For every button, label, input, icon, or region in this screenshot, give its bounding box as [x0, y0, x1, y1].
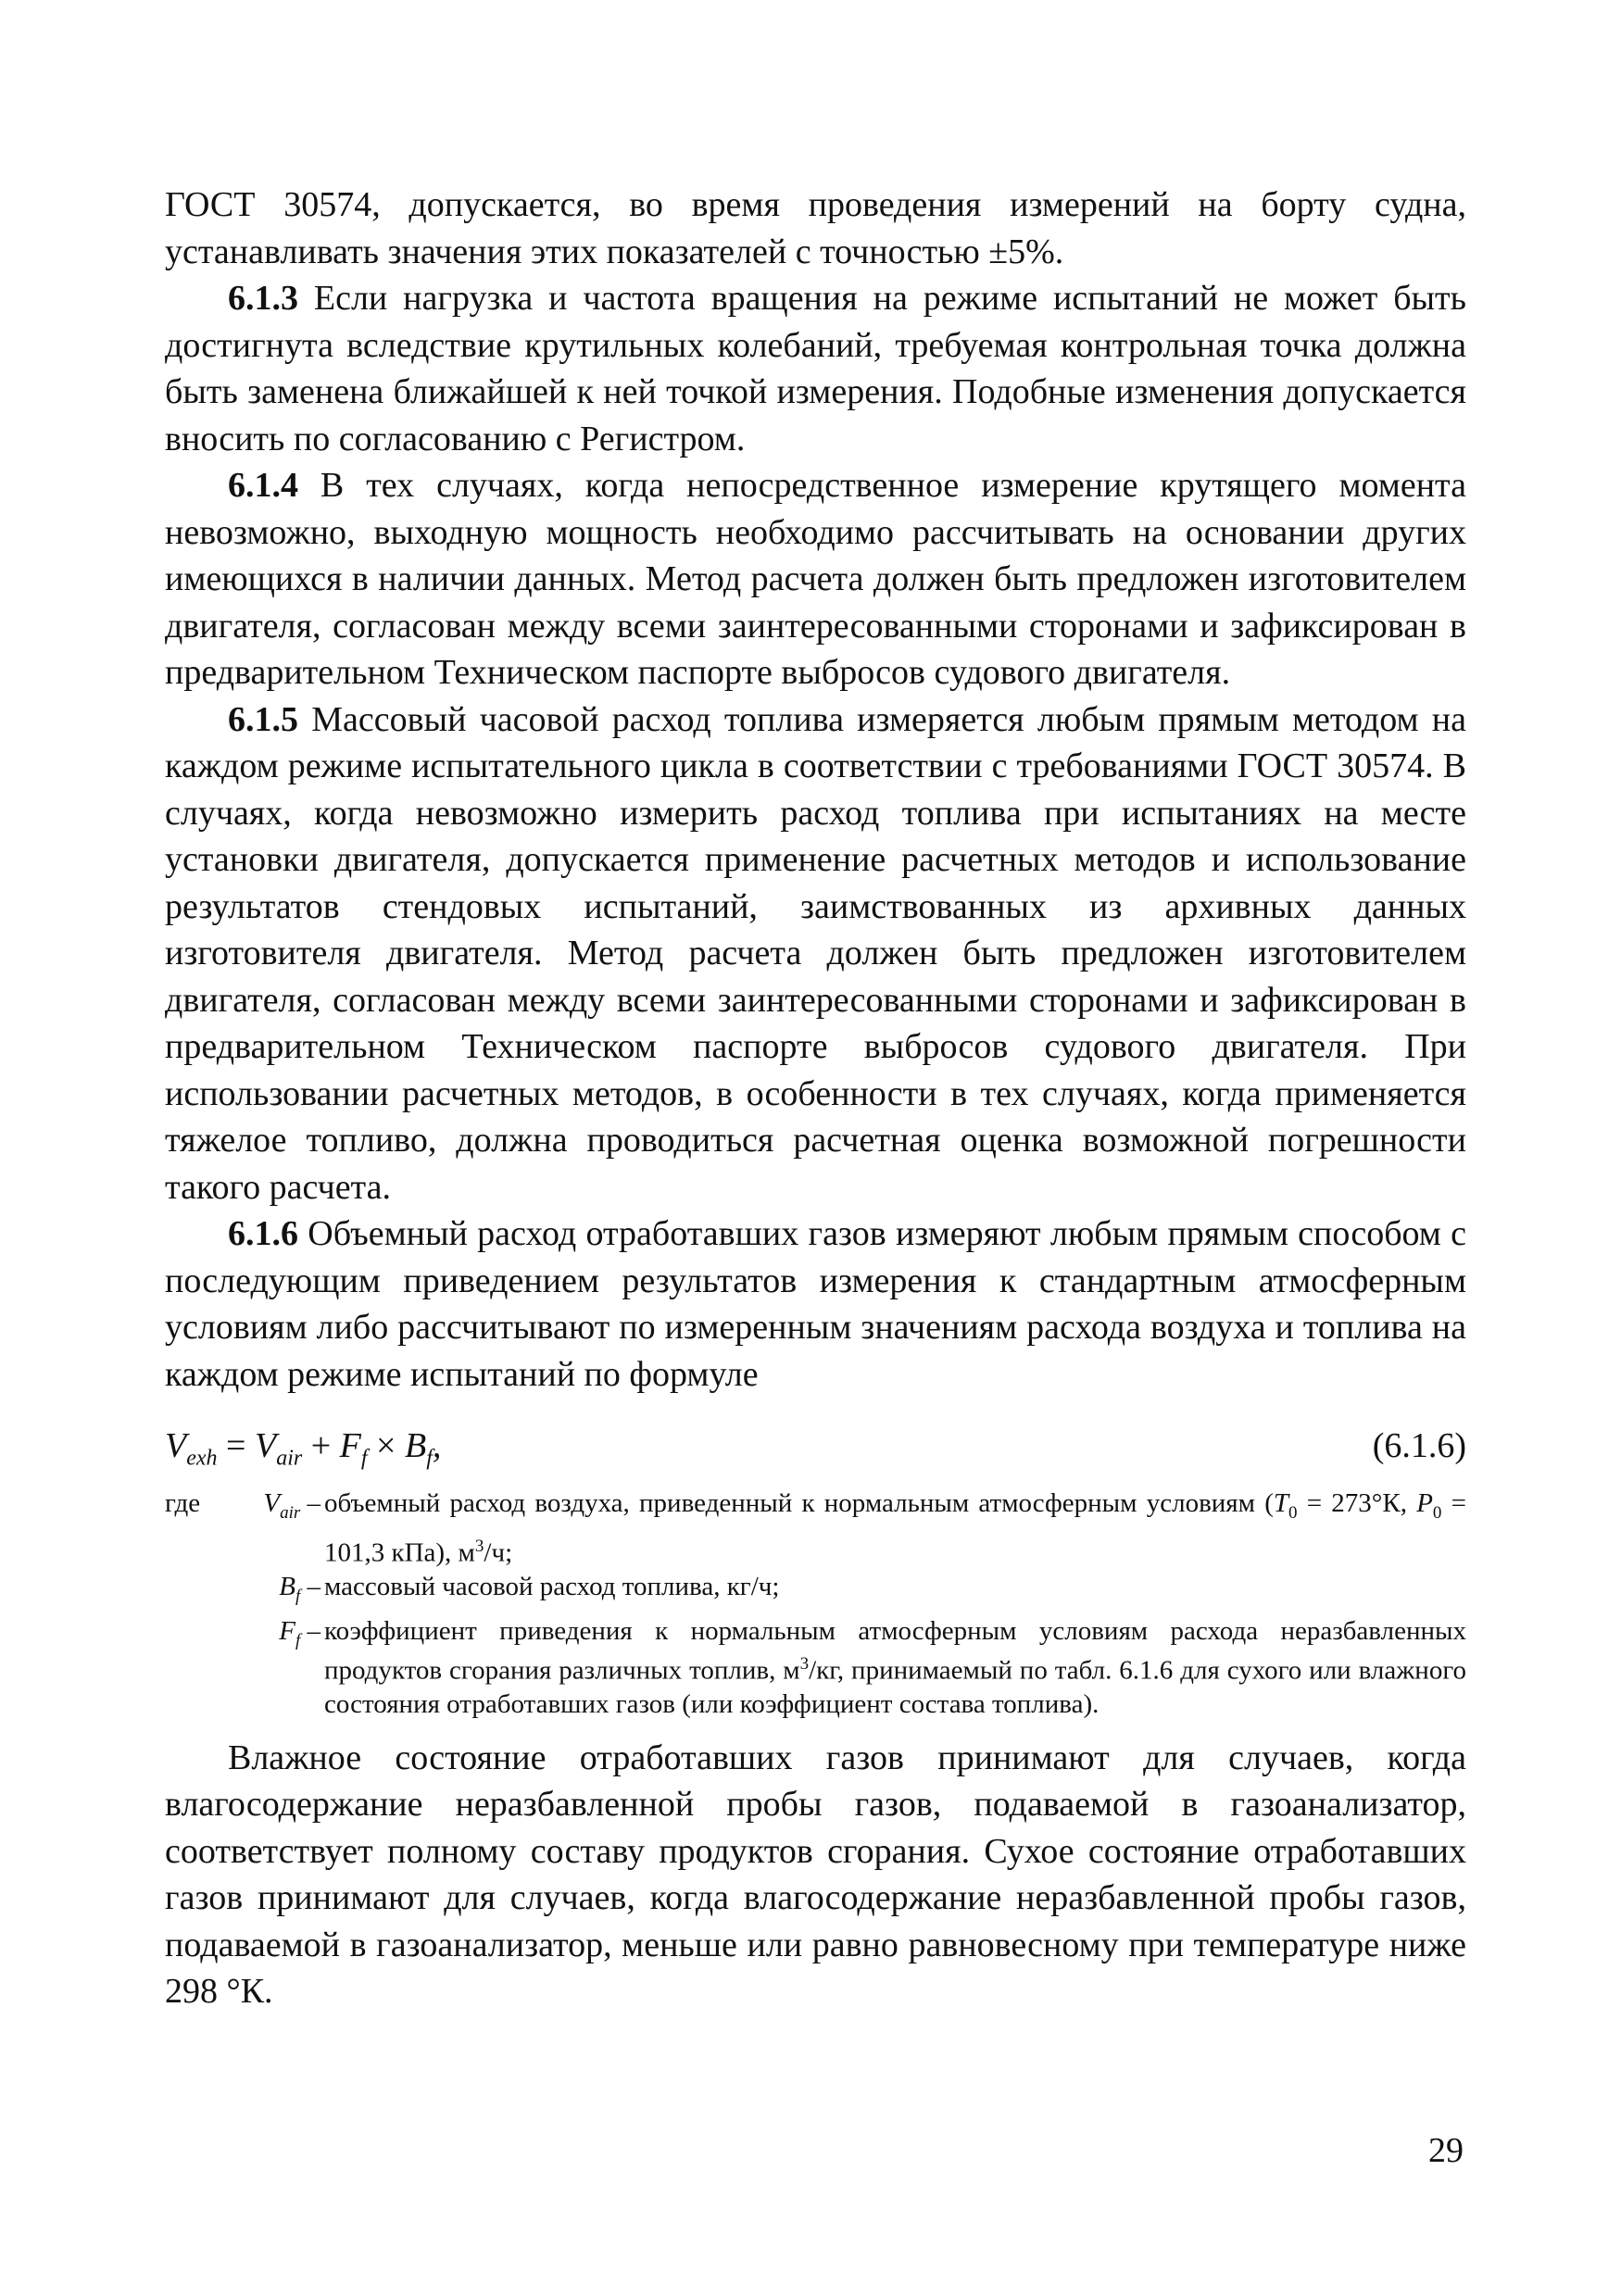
formula-6-1-6 [165, 1420, 1466, 1475]
definition-symbol: $F_f$ – [279, 1615, 320, 1650]
document-page [165, 182, 1466, 2015]
paragraph-6-1-4 [165, 462, 1466, 696]
clause-text: Если нагрузка и частота вращения на режиме испытаний не может быть достигнута вследствие крутильных колебаний, требуемая контрольная точка должна быть заменена ближайшей к ней точкой измерения. Подобные изменения допускается вносить по согласованию с Регистром. [165, 279, 1466, 458]
clause-text: Массовый часовой расход топлива измеряется любым прямым методом на каждом режиме испытательного цикла в соответствии с требованиями ГОСТ 30574. В случаях, когда невозможно измерить расход топлива при испытаниях на месте установки двигателя, допускается применение расчетных методов и использование результатов стендовых испытаний, заимствованных из архивных данных изготовителя двигателя. Метод расчета должен быть предложен изготовителем двигателя, согласован между всеми заинтересованными сторонами и зафиксирован в предварительном Техническом паспорте выбросов судового двигателя. При использовании расчетных методов, в особенности в тех случаях, когда применяется тяжелое топливо, должна проводиться расчетная оценка возможной погрешности такого расчета. [165, 699, 1466, 1207]
clause-number: 6.1.6 [228, 1214, 298, 1253]
definition-text: массовый часовой расход топлива, кг/ч; [324, 1572, 780, 1602]
page-number: 29 [1428, 2131, 1464, 2170]
variable-definitions [165, 1487, 1466, 1722]
formula-expression: $V_{exh} = V_{air} + F_f \times B_f$, [165, 1426, 442, 1471]
clause-text: В тех случаях, когда непосредственное измерение крутящего момента невозможно, выходную мощность необходимо рассчитывать на основании других имеющихся в наличии данных. Метод расчета должен быть предложен изготовителем двигателя, согласован между всеми заинтересованными сторонами и зафиксирован в предварительном Техническом паспорте выбросов судового двигателя. [165, 466, 1466, 692]
definition-bf [165, 1570, 1466, 1613]
where-label: где [165, 1488, 201, 1518]
paragraph-6-1-6 [165, 1211, 1466, 1398]
definition-symbol: $V_{air}$ – [263, 1488, 320, 1523]
paragraph-intro: ГОСТ 30574, допускается, во время проведения измерений на борту судна, устанавливать значения этих показателей с точностью ±5%. [165, 185, 1466, 271]
paragraph-6-1-3 [165, 275, 1466, 462]
paragraph-6-1-5 [165, 696, 1466, 1211]
clause-number: 6.1.4 [228, 466, 298, 505]
paragraph-exhaust-state: Влажное состояние отработавших газов принимают для случаев, когда влагосодержание неразбавленной пробы газов, подаваемой в газоанализатор, соответствует полному составу продуктов сгорания. Сухое состояние отработавших газов принимают для случаев, когда влагосодержание неразбавленной пробы газов, подаваемой в газоанализатор, меньше или равно равновесному при температуре ниже 298 °К. [165, 1738, 1466, 2012]
clause-number: 6.1.3 [228, 279, 298, 318]
clause-number: 6.1.5 [228, 699, 298, 739]
definition-text: коэффициент приведения к нормальным атмосферным условиям расхода неразбавленных продуктов сгорания различных топлив, $м^3/кг$, принимаемый по табл. 6.1.6 для сухого или влажного состояния отработавших газов (или коэффициент состава топлива). [324, 1615, 1466, 1720]
definition-vair [165, 1487, 1466, 1570]
formula-number: (6.1.6) [1372, 1426, 1466, 1465]
definition-ff [165, 1614, 1466, 1722]
definition-text: объемный расход воздуха, приведенный к нормальным атмосферным условиям ($T_0 = 273^\circ К$, $P_0 = 101,3$ кПа), $м^3/ч$; [324, 1488, 1466, 1568]
clause-text: Объемный расход отработавших газов измеряют любым прямым способом с последующим приведением результатов измерения к стандартным атмосферным условиям либо рассчитывают по измеренным значениям расхода воздуха и топлива на каждом режиме испытаний по формуле [165, 1214, 1466, 1394]
definition-symbol: $B_f$ – [279, 1572, 320, 1607]
